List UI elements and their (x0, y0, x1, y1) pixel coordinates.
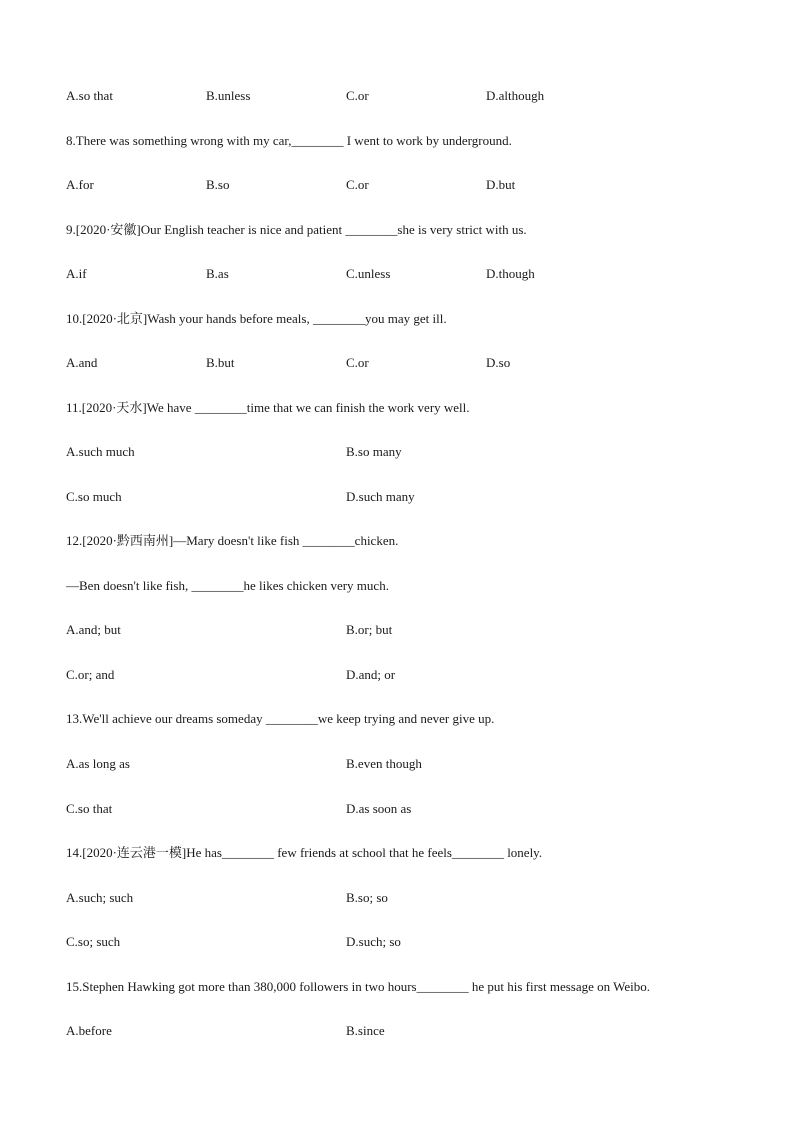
option-c: C.so; such (66, 934, 121, 949)
question-stem: 9.[2020·安徽]Our English teacher is nice and patient ________she is very strict with us. (66, 222, 527, 237)
option-d: D.although (486, 88, 545, 103)
option-d: D.such many (346, 489, 415, 504)
option-c: C.or; and (66, 667, 115, 682)
question-stem: 12.[2020·黔西南州]—Mary doesn't like fish ________chicken. (66, 533, 399, 548)
option-a: A.such; such (66, 890, 134, 905)
option-b: B.but (206, 355, 235, 370)
option-c: C.or (346, 177, 369, 192)
option-a: A.as long as (66, 756, 130, 771)
question-stem-continued: —Ben doesn't like fish, ________he likes chicken very much. (66, 578, 389, 593)
option-b: B.as (206, 266, 229, 281)
option-b: B.since (346, 1023, 385, 1038)
option-d: D.though (486, 266, 535, 281)
option-c: C.unless (346, 266, 391, 281)
option-c: C.or (346, 355, 369, 370)
option-d: D.and; or (346, 667, 396, 682)
option-a: A.and (66, 355, 98, 370)
option-a: A.and; but (66, 622, 121, 637)
option-a: A.so that (66, 88, 113, 103)
option-d: D.so (486, 355, 511, 370)
question-stem: 8.There was something wrong with my car,________ I went to work by underground. (66, 133, 512, 148)
option-a: A.for (66, 177, 94, 192)
option-c: C.so that (66, 801, 113, 816)
option-d: D.as soon as (346, 801, 412, 816)
option-b: B.so many (346, 444, 402, 459)
option-b: B.so; so (346, 890, 388, 905)
option-c: C.or (346, 88, 369, 103)
option-b: B.unless (206, 88, 251, 103)
question-stem: 15.Stephen Hawking got more than 380,000 followers in two hours________ he put his first message on Weibo. (66, 979, 651, 994)
question-stem: 11.[2020·天水]We have ________time that we can finish the work very well. (66, 400, 470, 415)
option-d: D.but (486, 177, 516, 192)
option-b: B.so (206, 177, 230, 192)
option-b: B.or; but (346, 622, 393, 637)
question-stem: 14.[2020·连云港一模]He has________ few friends at school that he feels________ lonely. (66, 845, 543, 860)
option-a: A.if (66, 266, 87, 281)
question-stem: 10.[2020·北京]Wash your hands before meals, ________you may get ill. (66, 311, 447, 326)
option-a: A.such much (66, 444, 135, 459)
option-a: A.before (66, 1023, 112, 1038)
question-stem: 13.We'll achieve our dreams someday ________we keep trying and never give up. (66, 711, 495, 726)
option-b: B.even though (346, 756, 422, 771)
option-c: C.so much (66, 489, 122, 504)
option-d: D.such; so (346, 934, 401, 949)
